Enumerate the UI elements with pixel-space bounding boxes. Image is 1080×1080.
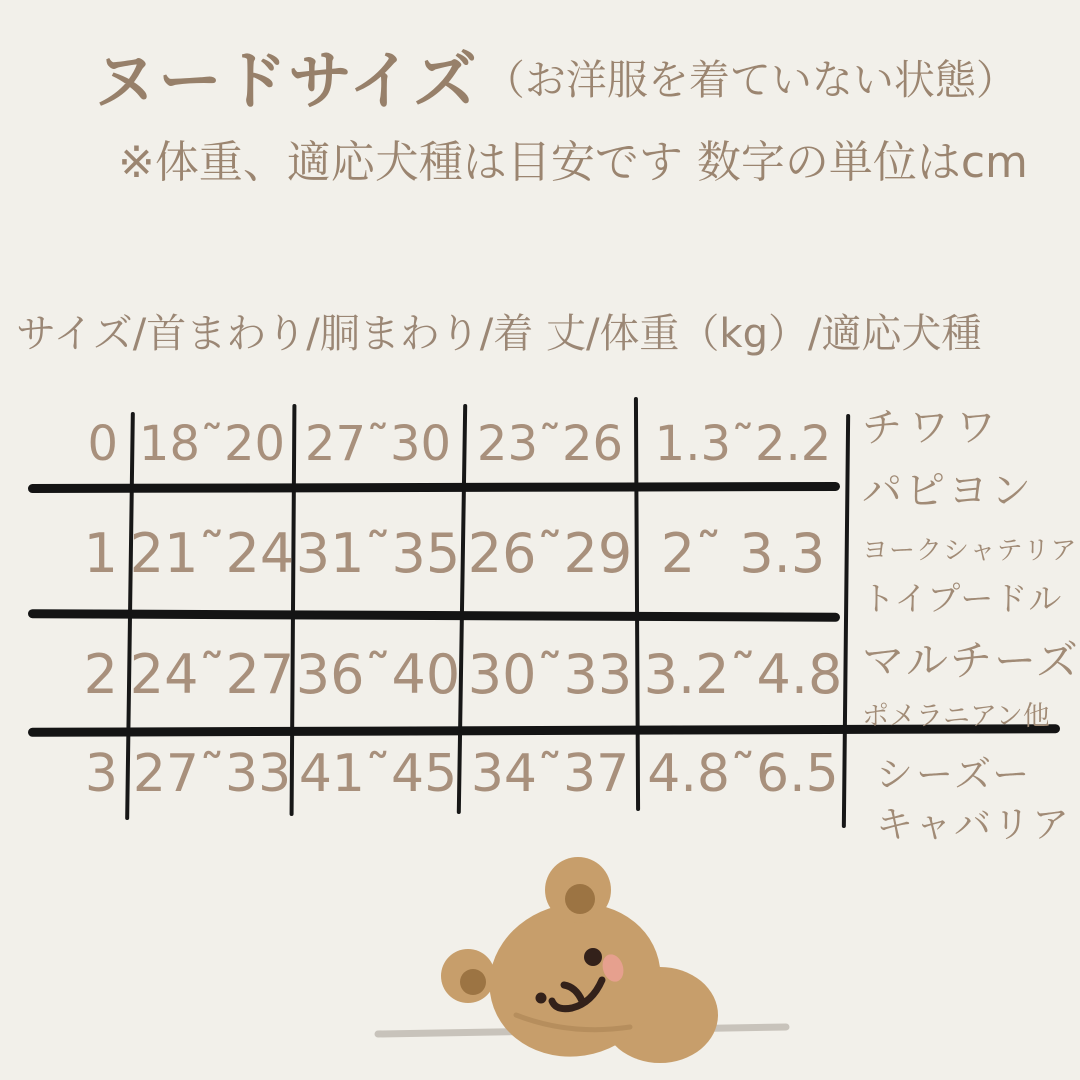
breed-label-shihtzu: シーズー — [876, 753, 1033, 796]
cell-neck-1: 21˜24 — [129, 522, 295, 585]
breed-label-chihuahua: チワワ — [862, 405, 1003, 451]
cell-neck-3: 27˜33 — [132, 744, 292, 804]
cell-chest-1: 31˜35 — [295, 522, 461, 585]
grid-hline-2 — [28, 609, 840, 622]
breed-label-cavalier: キャバリア — [876, 803, 1071, 846]
cell-weight-1: 2˜ 3.3 — [660, 522, 826, 585]
breed-label-maltese: マルチーズ — [862, 636, 1080, 685]
breed-label-pomeranian: ポメラニアン他 — [862, 701, 1050, 732]
grid-vline-5 — [842, 414, 850, 828]
cell-chest-2: 36˜40 — [295, 643, 461, 706]
breed-label-yorkshire: ヨークシャテリア — [862, 536, 1078, 566]
cell-size-2: 2 — [83, 643, 118, 706]
cell-size-0: 0 — [87, 416, 118, 472]
cell-length-0: 23˜26 — [476, 416, 624, 472]
cell-neck-2: 24˜27 — [129, 643, 295, 706]
disclaimer-note: ※体重、適応犬種は目安です 数字の単位はcm — [118, 137, 1028, 188]
bear-left-ear-inner — [460, 969, 486, 995]
grid-hline-1 — [28, 482, 840, 493]
title-row — [93, 30, 1017, 122]
bear-left-eye — [536, 993, 547, 1004]
cell-weight-3: 4.8˜6.5 — [647, 744, 839, 804]
cell-length-2: 30˜33 — [467, 643, 633, 706]
cell-weight-2: 3.2˜4.8 — [643, 643, 843, 706]
cell-size-3: 3 — [84, 744, 118, 804]
cell-neck-0: 18˜20 — [138, 416, 286, 472]
breed-label-toy-poodle: トイプードル — [862, 579, 1063, 618]
table-columns-label: サイズ/首まわり/胴まわり/着 丈/体重（kg）/適応犬種 — [16, 311, 982, 357]
grid-vline-4 — [634, 397, 640, 811]
title-note: （お洋服を着ていない状態） — [483, 55, 1017, 104]
cell-length-1: 26˜29 — [467, 522, 633, 585]
cell-weight-0: 1.3˜2.2 — [654, 416, 832, 472]
cell-chest-0: 27˜30 — [304, 416, 452, 472]
breed-label-papillon: パピヨン — [862, 468, 1034, 514]
bear-right-eye — [584, 948, 602, 966]
bear-illustration — [330, 855, 800, 1080]
cell-chest-3: 41˜45 — [298, 744, 458, 804]
cell-length-3: 34˜37 — [470, 744, 630, 804]
grid-vline-3 — [457, 404, 467, 814]
bear-top-ear-inner — [565, 884, 595, 914]
cell-size-1: 1 — [83, 522, 118, 585]
page-title: ヌードサイズ — [93, 45, 478, 119]
